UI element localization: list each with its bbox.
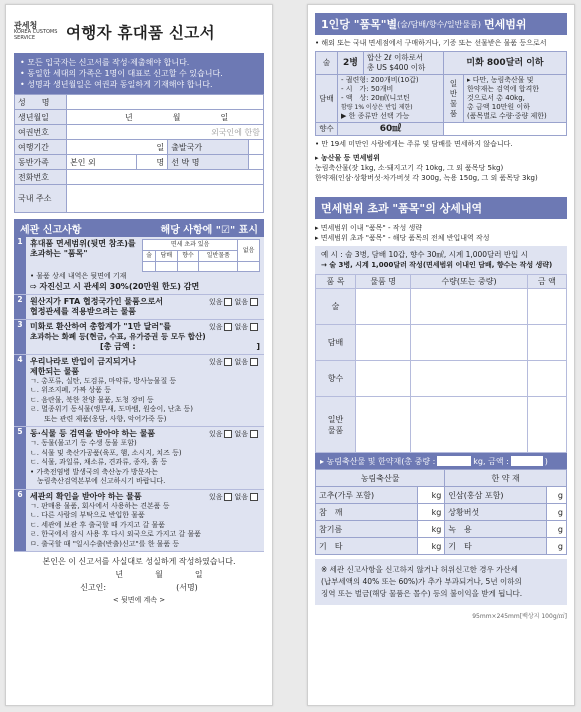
signature-line[interactable] <box>14 581 264 594</box>
herb-item: 기 타 <box>445 538 547 555</box>
q3-title: 미화로 환산하여 총합계가 "1만 달러"를 <box>30 321 171 331</box>
q4-item: 또는 관련 제품(웅담, 사향, 악어가죽 등) <box>30 414 167 423</box>
agri-qty-field[interactable]: kg <box>417 521 444 538</box>
detail-cell[interactable] <box>527 325 566 361</box>
total-amount-field[interactable] <box>511 456 543 466</box>
agri-qty-field[interactable]: kg <box>417 538 444 555</box>
q1-none-head: 없음 <box>238 240 260 262</box>
q6-yes-no[interactable] <box>209 492 260 502</box>
declaration-section-header <box>14 219 264 237</box>
question-number: 6 <box>14 490 26 552</box>
herb-qty-field[interactable]: g <box>547 487 567 504</box>
declaration-front-page <box>5 4 273 706</box>
q5-title: 동·식물 등 검역을 받아야 하는 물품 <box>30 429 156 438</box>
herb-qty-field[interactable]: g <box>547 538 567 555</box>
question-number: 2 <box>14 295 26 319</box>
agri-qty-field[interactable]: kg <box>417 487 444 504</box>
birth-label: 생년월일 <box>15 110 67 125</box>
detail-table <box>315 274 567 453</box>
agri-line: 한약재(인삼·상황버섯·차가버섯 각 300g, 녹용 150g, 그 외 품목당 3kg) <box>315 174 538 182</box>
q1-col: 술 <box>143 251 156 262</box>
q4-yes-no[interactable] <box>209 357 260 367</box>
allowance-note: • 해외 또는 국내 면세점에서 구매하거나, 기증 또는 선물받은 물품 등으로서 <box>315 39 547 47</box>
general-item: 한약재는 검역에 합격한 <box>467 85 540 93</box>
notice-line: • 모든 입국자는 신고서를 작성·제출해야 합니다. <box>20 58 190 67</box>
logo-text: 관세청 <box>14 21 38 30</box>
liquor-label: 술 <box>316 52 338 75</box>
question-number: 3 <box>14 320 26 354</box>
q6-item: ㅁ. 출국할 때 "일시수출(반출)신고"를 한 물품 등 <box>30 539 180 548</box>
allowance-subtitle: (술/담배/향수/일반물품) <box>397 19 481 29</box>
detail-cell[interactable] <box>527 361 566 397</box>
no-checkbox[interactable] <box>250 323 258 331</box>
q4-item: ㄷ. 음란물, 북한 찬양 물품, 도청 장비 등 <box>30 395 154 404</box>
allowance-title: 1인당 "품목"별 <box>321 18 398 31</box>
tobacco-item: ▶ 한 종류만 선택 가능 <box>341 112 410 120</box>
yes-label: 있음 <box>208 357 223 366</box>
yes-checkbox[interactable] <box>224 358 232 366</box>
amount-close: ] <box>256 341 260 351</box>
detail-header <box>315 197 567 219</box>
birth-field[interactable] <box>67 110 264 125</box>
q1-note: • 물품 상세 내역은 뒷면에 기재 <box>30 272 127 280</box>
q1-check-none[interactable] <box>238 262 260 272</box>
liquor-qty: 2병 <box>338 52 364 75</box>
q2-title: 원산지가 FTA 협정국가인 물품으로서 <box>30 296 164 306</box>
no-label: 없음 <box>234 297 248 306</box>
detail-cell[interactable] <box>411 289 527 325</box>
continue-note: < 뒷면에 계속 > <box>112 596 166 604</box>
family-field[interactable]: 명 <box>136 155 167 170</box>
departure-label: 출발국가 <box>168 140 249 155</box>
family-label: 동반가족 <box>15 155 67 170</box>
detail-cell[interactable] <box>411 325 527 361</box>
allowance-table <box>315 51 567 136</box>
detail-row-label: 일반 물품 <box>316 397 356 453</box>
no-label: 없음 <box>234 492 248 501</box>
signer-label: 신고인: <box>80 583 107 592</box>
q3-title2: 초과하는 화폐 등(현금, 수표, 유가증권 등 모두 합산) <box>30 331 206 341</box>
herb-qty-field[interactable]: g <box>547 504 567 521</box>
day-unit: 일 <box>220 112 229 122</box>
general-item: 총 금액 10만원 이하 <box>467 103 530 111</box>
form-header <box>14 13 264 51</box>
detail-cell[interactable] <box>527 289 566 325</box>
question-5 <box>14 427 264 490</box>
tobacco-item: - 궐련형: 200개비(10갑) <box>341 76 419 84</box>
form-footer <box>14 555 264 607</box>
yes-label: 있음 <box>208 297 223 306</box>
period-field[interactable]: 일 <box>67 140 168 155</box>
q5-item: ㄷ. 식물, 과일류, 채소류, 견과류, 종자, 흙 등 <box>30 458 168 466</box>
example-line: 예 시 : 술 3병, 담배 10갑, 향수 30㎖, 시계 1,000달러 반입 시 <box>321 250 529 259</box>
agri-item: 고추(가루 포함) <box>316 487 418 504</box>
detail-cell[interactable] <box>411 361 527 397</box>
question-3 <box>14 320 264 355</box>
q6-item: ㄴ. 다른 사람의 부탁으로 반입한 물품 <box>30 511 145 519</box>
q1-title2: 초과하는 "품목" <box>30 249 88 258</box>
q2-yes-no[interactable] <box>209 297 260 307</box>
q4-title: 우리나라로 반입이 금지되거나 <box>30 356 137 366</box>
detail-cell[interactable] <box>411 397 527 453</box>
q5-item: ㄱ. 동물(물고기 등 수생 동물 포함) <box>30 439 137 447</box>
family-prefix: 본인 외 <box>67 155 137 170</box>
detail-rule: ▸ 면세범위 이내 "품목" - 작성 생략 <box>315 224 422 232</box>
q1-check-perfume[interactable] <box>177 262 199 272</box>
q1-check-tobacco[interactable] <box>156 262 178 272</box>
no-checkbox[interactable] <box>250 358 258 366</box>
detail-col: 물품 명 <box>356 275 411 289</box>
q1-col: 향수 <box>177 251 199 262</box>
perfume-label: 향수 <box>316 123 338 136</box>
notice-line: • 동일한 세대의 가족은 1명이 대표로 신고할 수 있습니다. <box>20 69 223 78</box>
detail-rule: ▸ 면세범위 초과 "품목" - 해당 품목의 전체 반입내역 작성 <box>315 234 490 242</box>
detail-row-label: 향수 <box>316 361 356 397</box>
agri-line: 농림축산물(잣 1kg, 소·돼지고기 각 10kg, 그 외 품목당 5kg) <box>315 164 504 172</box>
detail-cell[interactable] <box>527 397 566 453</box>
tobacco-label: 담배 <box>316 75 338 123</box>
general-item: ▸ 다만, 농림축산물 및 <box>467 76 534 84</box>
warning-line: 징역 또는 벌금(해당 물품은 몰수) 등의 불이익을 받게 됩니다. <box>321 589 523 598</box>
q3-yes-no[interactable] <box>209 322 260 332</box>
detail-col: 금 액 <box>527 275 566 289</box>
address-field[interactable] <box>67 185 264 213</box>
agri-amount-label: kg, 금액 : <box>473 456 509 466</box>
q4-item: ㄴ. 위조지폐, 가짜 상품 등 <box>30 386 111 394</box>
warning-line: (납부세액의 40% 또는 60%)가 추가 부과되거나, 5년 이하의 <box>321 577 522 586</box>
question-1 <box>14 237 264 295</box>
q1-check-general[interactable] <box>199 262 238 272</box>
q1-title: 휴대품 면세범위(뒷면 참조)를 <box>30 239 136 248</box>
q1-col: 담배 <box>156 251 178 262</box>
allowance-title-tail: 면세범위 <box>483 18 527 31</box>
logo-en2: SERVICE <box>14 35 36 41</box>
logo-en: KOREA CUSTOMS <box>14 29 58 35</box>
detail-col: 수량(또는 중량) <box>411 275 527 289</box>
perfume-qty: 60㎖ <box>338 123 444 136</box>
q1-check-liquor[interactable] <box>143 262 156 272</box>
phone-field[interactable] <box>67 170 264 185</box>
q6-item: ㄷ. 세관에 보관 후 출국할 때 가지고 갈 물품 <box>30 520 165 529</box>
detail-cell[interactable] <box>356 361 411 397</box>
question-number: 4 <box>14 355 26 427</box>
passport-field[interactable]: 외국인에 한함 <box>67 125 264 140</box>
q4-item: ㄱ. 총포류, 실탄, 도검류, 마약류, 방사능물질 등 <box>30 376 177 385</box>
agri-table <box>315 469 567 555</box>
q1-col: 일반물품 <box>199 251 238 262</box>
no-label: 없음 <box>234 322 248 331</box>
general-item: 것으로서 총 40kg, <box>467 94 525 102</box>
agri-qty-field[interactable]: kg <box>417 504 444 521</box>
detail-title: 면세범위 초과 "품목"의 상세내역 <box>321 202 483 215</box>
period-label: 여행기간 <box>15 140 67 155</box>
agri-title: ▸ 농산물 등 면세범위 <box>315 154 380 162</box>
question-6 <box>14 490 264 553</box>
passport-label: 여권번호 <box>15 125 67 140</box>
no-checkbox[interactable] <box>250 493 258 501</box>
general-goods-label: 일반 물품 <box>444 75 464 123</box>
agri-total-label: ▸ 농림축산물 및 한약재(총 중량 : <box>320 456 436 466</box>
paper-spec: 95mm×245mm[백상지 100g/㎡] <box>472 613 567 620</box>
q1-category-table <box>142 239 260 272</box>
q3-amount-field[interactable] <box>30 342 260 352</box>
address-label: 국내 주소 <box>15 185 67 213</box>
q5-item: • 가축전염병 발생국의 축산농가 방문자는 <box>30 467 158 476</box>
no-label: 없음 <box>234 430 248 438</box>
section-title: 세관 신고사항 <box>20 224 82 236</box>
yes-checkbox[interactable] <box>224 323 232 331</box>
herb-item: 녹 용 <box>445 521 547 538</box>
no-label: 없음 <box>234 357 248 366</box>
general-item: (품목별로 수량·중량 제한) <box>467 112 547 120</box>
declaration-back-page <box>307 4 575 706</box>
example-line: → 술 3병, 시계 1,000달러 작성(면세범위 이내인 담배, 향수는 작성 생략) <box>321 261 553 269</box>
example-box <box>315 246 567 274</box>
allowance-header <box>315 13 567 35</box>
yes-checkbox[interactable] <box>224 430 232 438</box>
agri-close: ) <box>544 456 548 466</box>
detail-cell[interactable] <box>356 289 411 325</box>
agri-total-bar <box>315 453 567 469</box>
total-weight-field[interactable] <box>437 456 471 466</box>
detail-cell[interactable] <box>356 325 411 361</box>
question-number: 5 <box>14 427 26 489</box>
flight-label: 선 박 명 <box>168 155 249 170</box>
name-field[interactable] <box>67 95 264 110</box>
herb-qty-field[interactable]: g <box>547 521 567 538</box>
q5-item: ㄴ. 식물 및 축산가공품(육포, 햄, 소시지, 치즈 등) <box>30 448 182 457</box>
q1-benefit: ⇨ 자진신고 시 관세의 30%(20만원 한도) 감면 <box>30 281 200 291</box>
attestation-text: 본인은 이 신고서를 사실대로 성실하게 작성하였습니다. <box>42 557 236 566</box>
notice-line: • 성명과 생년월일은 여권과 동일하게 기재해야 합니다. <box>20 80 213 89</box>
question-4 <box>14 355 264 428</box>
year-unit: 년 <box>125 112 133 122</box>
tobacco-item: - 시 가: 50개비 <box>341 85 394 93</box>
section-hint: 해당 사항에 "☑" 표시 <box>160 224 258 236</box>
question-2 <box>14 295 264 320</box>
detail-cell[interactable] <box>356 397 411 453</box>
agri-col: 농림축산물 <box>316 470 445 487</box>
detail-row-label: 술 <box>316 289 356 325</box>
agri-item: 참기름 <box>316 521 418 538</box>
agri-item: 기 타 <box>316 538 418 555</box>
warning-line: ※ 세관 신고사항을 신고하지 않거나 허위신고한 경우 가산세 <box>321 565 518 574</box>
traveler-info-table <box>14 94 264 213</box>
liquor-detail: 합산 2ℓ 이하로서 <box>367 53 424 62</box>
yes-label: 있음 <box>208 322 223 331</box>
yes-label: 있음 <box>208 492 223 501</box>
sign-date[interactable]: 년 월 일 <box>115 570 203 579</box>
departure-field[interactable] <box>249 140 264 155</box>
no-checkbox[interactable] <box>250 430 258 438</box>
no-checkbox[interactable] <box>250 298 258 306</box>
herb-col: 한 약 재 <box>445 470 567 487</box>
agri-item: 참 깨 <box>316 504 418 521</box>
yes-label: 있음 <box>208 430 223 438</box>
signature-field[interactable]: (서명) <box>176 583 198 592</box>
form-title: 여행자 휴대품 신고서 <box>66 24 215 42</box>
age-note: • 만 19세 미만인 사람에게는 주류 및 담배를 면세하지 않습니다. <box>315 140 513 148</box>
q4-title2: 제한되는 물품 <box>30 366 80 376</box>
liquor-detail2: 총 US $400 이하 <box>367 63 426 72</box>
notice-box <box>14 53 264 94</box>
tobacco-item: 함량 1% 이상은 반입 제한) <box>341 104 413 111</box>
phone-label: 전화번호 <box>15 170 67 185</box>
question-number: 1 <box>14 237 26 294</box>
q6-item: ㄹ. 한국에서 잠시 사용 후 다시 외국으로 가지고 갈 물품 <box>30 530 202 538</box>
month-unit: 월 <box>172 112 181 122</box>
yes-checkbox[interactable] <box>224 493 232 501</box>
detail-row-label: 담배 <box>316 325 356 361</box>
q6-item: ㄱ. 판매용 물품, 회사에서 사용하는 견본품 등 <box>30 501 170 510</box>
general-goods-limit: 미화 800달러 이하 <box>444 52 567 75</box>
yes-checkbox[interactable] <box>224 298 232 306</box>
herb-item: 인삼(홍삼 포함) <box>445 487 547 504</box>
customs-logo <box>14 23 66 41</box>
tobacco-item: - 액 상: 20㎖(니코틴 <box>341 94 410 102</box>
q5-yes-no[interactable] <box>209 429 260 439</box>
q6-title: 세관의 확인을 받아야 하는 물품 <box>30 491 142 501</box>
detail-col: 품 목 <box>316 275 356 289</box>
q5-item: 농림축산검역본부에 신고하시기 바랍니다. <box>30 477 166 485</box>
flight-field[interactable] <box>249 155 264 170</box>
name-label: 성 명 <box>15 95 67 110</box>
q2-title2: 협정관세를 적용받으려는 물품 <box>30 306 137 316</box>
q1-table-head: 면세 초과 있음 <box>143 240 238 251</box>
q4-item: ㄹ. 멸종위기 동식물(앵무새, 도마뱀, 원숭이, 난초 등) <box>30 405 193 413</box>
penalty-warning <box>315 559 567 605</box>
amount-label: [총 금액 : <box>100 341 136 351</box>
herb-item: 상황버섯 <box>445 504 547 521</box>
